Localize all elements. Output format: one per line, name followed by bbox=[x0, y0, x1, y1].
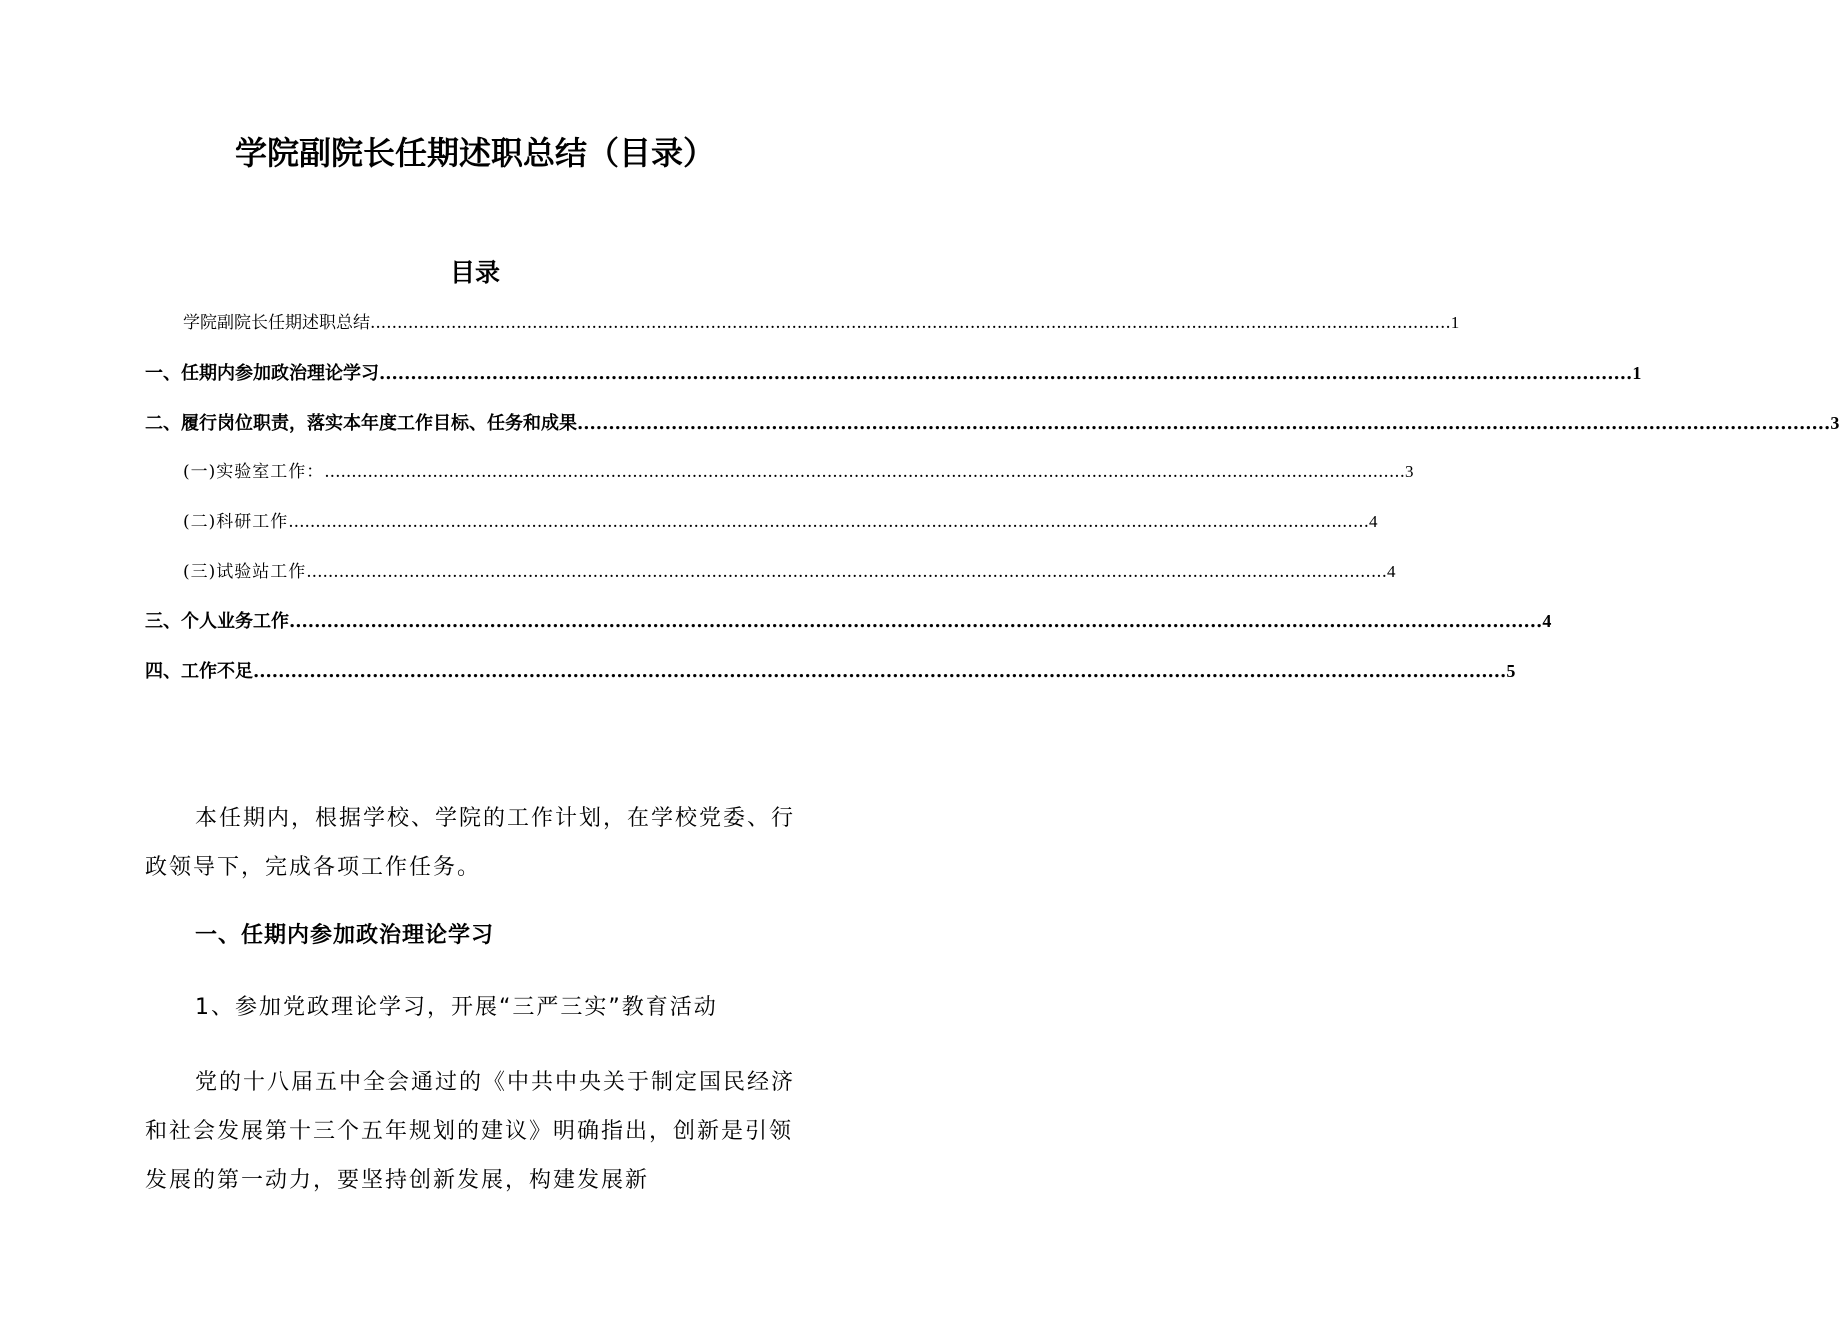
toc-dot-leader: ........................................................................................................................................................................................................ bbox=[379, 363, 1633, 384]
toc-entry-subsection-1[interactable] bbox=[183, 457, 1414, 487]
toc-dot-leader: ........................................................................................................................................................................................................ bbox=[253, 661, 1507, 682]
toc-page-number: 3 bbox=[1405, 462, 1414, 481]
toc-heading: 目录 bbox=[449, 258, 500, 287]
toc-entry-subsection-3[interactable] bbox=[183, 557, 1396, 587]
toc-entry-subsection-2[interactable] bbox=[183, 507, 1378, 537]
toc-dot-leader: ........................................................................................................................................................................................................ bbox=[306, 562, 1388, 582]
toc-entry-document-title[interactable] bbox=[183, 308, 1460, 338]
intro-paragraph: 本任期内，根据学校、学院的工作计划，在学校党委、行政领导下，完成各项工作任务。 bbox=[145, 806, 796, 880]
toc-dot-leader: ........................................................................................................................................................................................................ bbox=[370, 313, 1451, 333]
toc-page-number: 5 bbox=[1506, 661, 1516, 681]
toc-page-number: 1 bbox=[1632, 363, 1642, 383]
toc-entry-label: 四、工作不足 bbox=[145, 661, 253, 682]
toc-page-number: 1 bbox=[1450, 313, 1460, 332]
toc-entry-label: 二、履行岗位职责，落实本年度工作目标、任务和成果 bbox=[145, 413, 577, 434]
toc-page-number: 4 bbox=[1387, 562, 1396, 581]
toc-entry-label: (二)科研工作 bbox=[183, 512, 289, 532]
toc-entry-label: 学院副院长任期述职总结 bbox=[183, 313, 370, 333]
toc-page-number: 4 bbox=[1542, 611, 1552, 631]
toc-entry-label: 三、个人业务工作 bbox=[145, 611, 289, 632]
toc-dot-leader: ........................................................................................................................................................................................................ bbox=[577, 413, 1831, 434]
section-heading: 一、任期内参加政治理论学习 bbox=[195, 923, 495, 948]
toc-dot-leader: ........................................................................................................................................................................................................ bbox=[289, 611, 1543, 632]
toc-entry-label: (一)实验室工作： bbox=[183, 462, 325, 482]
toc-dot-leader: ........................................................................................................................................................................................................ bbox=[288, 512, 1370, 532]
body-paragraph: 党的十八届五中全会通过的《中共中央关于制定国民经济和社会发展第十三个五年规划的建议》明确指出，创新是引领发展的第一动力，要坚持创新发展，构建发展新 bbox=[145, 1070, 796, 1193]
toc-dot-leader: ........................................................................................................................................................................................................ bbox=[324, 462, 1406, 482]
toc-page-number: 4 bbox=[1369, 512, 1378, 531]
toc-entry-section-4[interactable] bbox=[145, 656, 1516, 686]
document-title: 学院副院长任期述职总结（目录） bbox=[234, 134, 715, 172]
subsection-heading: 1、参加党政理论学习，开展“三严三实”教育活动 bbox=[195, 995, 718, 1020]
toc-entry-label: 一、任期内参加政治理论学习 bbox=[145, 363, 379, 384]
toc-entry-label: (三)试验站工作 bbox=[183, 562, 307, 582]
toc-entry-section-2[interactable] bbox=[145, 408, 1839, 438]
toc-page-number: 3 bbox=[1830, 413, 1839, 433]
toc-entry-section-3[interactable] bbox=[145, 606, 1552, 636]
toc-entry-section-1[interactable] bbox=[145, 358, 1642, 388]
